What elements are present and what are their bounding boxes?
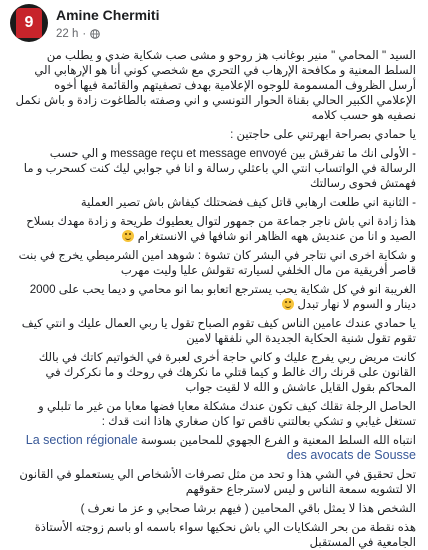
post-subline bbox=[56, 26, 159, 42]
post-paragraph-text: هذا زادة اني باش ناجر جماعة من جمهور لتوال يعطيوك طريحة و زادة مهدك بسلاح الصيد و انا من عنديش ههه الظاهر انو شافها في الانستغرام bbox=[26, 215, 416, 243]
post-paragraph: - الثانية اني طلعت ارهابي قاتل كيف فضحتلك كيفاش باش تصير العملية bbox=[80, 196, 416, 209]
post-paragraph: السيد " المحامي " منير بوغانب هز روحو و مشى صب شكاية ضدي و يطلب من السلط المعنية و مكافحة الإرهاب في التحري مع شخصي كوني أنا هو الإرهابي الي أرسل الظروف المسمومة للوجوه الإعلامية بهدف تصفيتهم والقائمة فيها أخوه الإعلامي الكبير الحالي بقناة الحوار التونسي و اني وصفته بالطاغوت زادة و باش نكمل نصفيه هو حسب كلامه bbox=[15, 49, 416, 122]
jersey-number: 9 bbox=[24, 14, 34, 31]
post-paragraph-with-emoji bbox=[12, 282, 416, 312]
post-paragraph: يا حمادي بصراحة ابهرتني على حاجتين : bbox=[230, 128, 416, 141]
avatar[interactable] bbox=[10, 4, 48, 42]
globe-icon[interactable] bbox=[90, 29, 100, 39]
post-time[interactable]: 22 h bbox=[56, 28, 79, 40]
post-paragraph: انتباه الله السلط المعنية و الفرع الجهوي للمحامين بسوسة La section régionale des avocats de Sousse bbox=[25, 433, 416, 462]
post-paragraph-text: الغريبة انو في كل شكاية يحب يسترجع اتعابو بما انو محامي و ديما يحب على 2000 دينار و السوم لا نهار تبدل bbox=[29, 283, 416, 311]
post-paragraph: كانت مريض ربي يفرج عليك و كاني حاجة أخرى لعبرة في الخواتيم كاتك في بالك القانون على قرنك راك غالط و كيما قتلي ما نكرهك في روحك و ما نكركرك في المحاكم بقول القايل عاشش و الله لا لقيت جواب bbox=[38, 351, 416, 394]
post-paragraph: هذه نقطة من بحر الشكايات الي باش نحكيها سواء باسمه او باسم زوجته الأستاذة الجامعية في المستقبل bbox=[34, 521, 416, 549]
post-paragraph-with-emoji bbox=[12, 214, 416, 244]
post-paragraph: و شكاية اخرى اني نتاجر في البشر كان تشوة : شوهد امين الشرميطي يخرج في بنت قاصر أفريقية من مال الخلفي لسيارته تقولش عليا وليت مهرب bbox=[18, 249, 416, 277]
author-name[interactable]: Amine Chermiti bbox=[56, 7, 160, 23]
post-paragraph: الشخص هذا لا يمثل باقي المحامين ( فيهم برشا صحابي و عز ما نعرف ) bbox=[80, 502, 416, 515]
lawyers-section-link[interactable]: La section régionale des avocats de Sousse bbox=[25, 433, 416, 462]
post-paragraph: الحاصل الرجلة تقلك كيف تكون عندك مشكلة معايا فضها معايا من غير ما تلبلي و تستغل غيابي و تشكي بعالتني ناقص توا كان صغاري هاذا انت قدك : bbox=[38, 400, 416, 428]
post-paragraph: - الأولى انك ما تفرقش بين message reçu et message envoyé و الي حسب الرسالة في الواتساب انتي الي باعثلي رسالة و انا في جوابي ليك كنت كسحرب و ما فهمتش فحوى رسالتك bbox=[23, 147, 416, 190]
laughing-emoji-icon bbox=[122, 230, 134, 242]
separator-dot: · bbox=[82, 28, 87, 40]
post-header bbox=[0, 0, 428, 46]
post-meta bbox=[56, 4, 159, 42]
post-paragraph: تحل تحقيق في الشي هذا و تحد من مثل تصرفات الأشخاص الي يستعملو في القانون الا لتشويه سمعة الناس و ليس لاسترجاع حقوقهم bbox=[19, 468, 416, 496]
post-body bbox=[0, 46, 428, 550]
laughing-emoji-icon bbox=[282, 298, 294, 310]
post-paragraph: يا حمادي عندك عامين الناس كيف تقوم الصباح تقول يا ربي العمال عليك و انتي كيف تقوم تقول شنية الحكاية الجديدة الي نلفقها لامين bbox=[21, 317, 416, 345]
